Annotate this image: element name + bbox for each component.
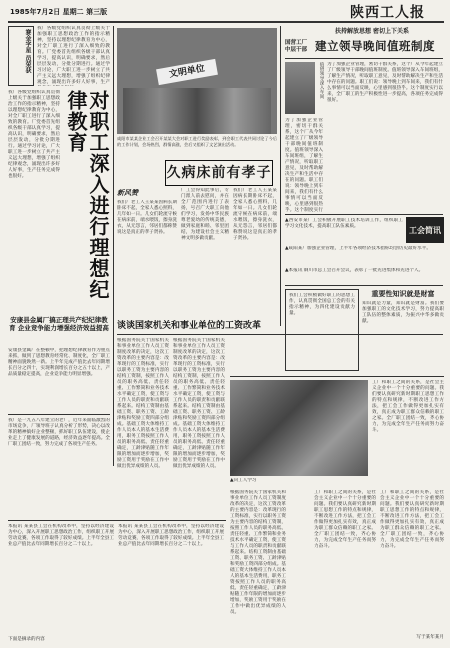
right-vertical-note: 值班领导深入车间 <box>319 62 324 99</box>
left-body-mid: 我厂各级党组织认真贯彻上级关于加强职工思想政治工作的指示精神，坚持以理想纪律教育为中心，对全厂职工进行了深入细致的教育。厂党委首先组织各级干部认真学习，提高认识，明确要求，然后层层发动，分批分期进行。通过学习讨论，广大职工进一步树立了共产主义远大理想，增强了组织纪律观念，涌现出许多好人好事，生产任务完成得也很好。 <box>8 90 60 179</box>
right-body-2: 为了加强企业管理，密切干群关系，这个厂从今年起建立了厂级领导干部晚间值班制度。值班领导深入车间班组，了解生产情况，听取职工意见，及时帮助解决生产和生活中存在的问题。职工们说：领导晚上到车间来，我们有什么事情可以当面反映，心里感到很热乎。这个制度实行 <box>285 118 323 212</box>
center-body-right: 我们厂老工人王某某因病长期卧床不起，全家人悉心照料，几年如一日。儿女们轮流守候在病床前，端水喂饭，擦身洗衣，从无怨言，邻居们都称赞说这是真正的孝子贤孙。 <box>233 188 277 241</box>
center-body-left: 我们厂老工人王某某因病长期卧床不起，全家人悉心照料，几年如一日。儿女们轮流守候在病床前，端水喂饭，擦身洗衣，从无怨言，邻居们都称赞说这是真正的孝子贤孙。 <box>117 200 177 235</box>
bottom-left-body-1: 本报讯 某某县工会在机构改革中，坚持以经济建设为中心，深入开展职工思想政治工作，组织职工开展劳动竞赛，各项工作取得了较好成绩。上半年全县工业总产值比去年同期增长百分之二十以上。 <box>8 524 114 547</box>
photo-sign: 文明单位 <box>156 59 218 85</box>
center-bottom-body-2: 根据国务院关于国家机关和事业单位工作人员工资制度改革的决定，这次工资改革的主要内容是：改革现行的工资标准，实行以职务工资为主要内容的结构工资制，按照工作人员的职务高低、责任轻重、工作繁简和业务技术水平确定工资，使工资与工作人员的职责和贡献联系起来。结构工资制由基础工资、职务工资、工龄津贴和奖励工资四部分组成。基础工资大体维持工作人员本人的基本生活费用，职务工资按照工作人员的职务高低、责任轻重确定，工龄津贴随工作年限的增加而逐步增加，奖励工资用于奖励在工作中做出优异成绩的人员。 <box>173 338 225 469</box>
right-portrait <box>285 62 315 114</box>
masthead-rule <box>8 21 444 23</box>
right-headline: 建立领导晚间值班制度 <box>315 39 435 53</box>
right-footer: 写于某年某月 <box>416 635 444 640</box>
col-divider-1 <box>113 26 114 466</box>
right-news-1: ▲西安市某厂工会积极开展职工技术培训工作，组织职工学习文化技术，提高职工队伍素质。 <box>285 218 403 229</box>
right-box-right-title: 重要性知识就是财富 <box>371 289 435 298</box>
right-bottom-body-2: 工厂和职工之间的关系，是社会主义企业中一个十分重要的问题。我们要认真研究新时期职工思想工作的特点和规律，不断改进工作方法，把工会工作做得更加扎实有效，真正成为职工群众信赖的职工之家。全厂职工团结一致，齐心协力，为完成全年生产任务而努力奋斗。 <box>380 490 444 549</box>
right-box-right <box>362 289 444 371</box>
right-bottom-body-1: 工厂和职工之间的关系，是社会主义企业中一个十分重要的问题。我们要认真研究新时期职工思想工作的特点和规律，不断改进工作方法，把工会工作做得更加扎实有效，真正成为职工群众信赖的职工之家。全厂职工团结一致，齐心协力，为完成全年生产任务而努力奋斗。 <box>314 490 376 549</box>
right-body: 为了加强企业管理，密切干群关系，这个厂从今年起建立了厂级领导干部晚间值班制度。值班领导深入车间班组，了解生产情况，听取职工意见，及时帮助解决生产和生活中存在的问题。职工们说：领导晚上到车间来，我们有什么事情可以当面反映，心里感到很热乎。这个制度实行以来，全厂职工的生产积极性进一步提高，各项任务完成得很好。 <box>327 62 443 103</box>
section-title <box>165 160 273 186</box>
date-line: 1985年7月2日 星期二 第三版 <box>10 8 108 16</box>
right-banner-text: 工会简讯 <box>409 225 441 235</box>
column-label: 新风赞 <box>117 188 138 197</box>
right-kicker: 扶持解放思想 密切上下关系 <box>334 28 410 35</box>
center-body-mid: 厂工会得知此事后，专门派人前去慰问，并在全厂范围内进行了表扬，号召广大职工向他们学习，发扬中华民族尊老爱幼的传统美德，做到家庭和睦、邻里团结，为建设社会主义精神文明多做贡献。 <box>181 188 229 241</box>
bottom-left-body-2: 本报讯 某某县工会在机构改革中，坚持以经济建设为中心，深入开展职工思想政治工作，组织职工开展劳动竞赛，各项工作取得了较好成绩。上半年全县工业总产值比去年同期增长百分之二十以上。 <box>118 524 224 547</box>
center-bottom-body-1: 根据国务院关于国家机关和事业单位工作人员工资制度改革的决定，这次工资改革的主要内容是：改革现行的工资标准，实行以职务工资为主要内容的结构工资制，按照工作人员的职务高低、责任轻重、工作繁简和业务技术水平确定工资，使工资与工作人员的职责和贡献联系起来。结构工资制由基础工资、职务工资、工龄津贴和奖励工资四部分组成。基础工资大体维持工作人员本人的基本生活费用，职务工资按照工作人员的职务高低、责任轻重确定，工龄津贴随工作年限的增加而逐步增加，奖励工资用于奖励在工作中做出优异成绩的人员。 <box>117 338 169 469</box>
right-pre-headline: 国营工厂 中层干部 <box>285 40 308 53</box>
center-photo <box>117 28 277 134</box>
center-bottom-headline: 谈谈国家机关和事业单位的工资改革 <box>117 321 262 331</box>
right-lower-side: 工厂和职工之间的关系，是社会主义企业中一个十分重要的问题。我们要认真研究新时期职工思想工作的特点和规律，不断改进工作方法，把工会工作做得更加扎实有效，真正成为职工群众信赖的职工之家。全厂职工团结一致，齐心协力，为完成全年生产任务而努力奋斗。 <box>372 380 444 433</box>
right-mid-rule <box>285 214 443 215</box>
right-banner <box>406 217 444 243</box>
bottom-left-rule <box>8 520 226 521</box>
center-bottom-body-3: 根据国务院关于国家机关和事业单位工作人员工资制度改革的决定，这次工资改革的主要内容是：改革现行的工资标准，实行以职务工资为主要内容的结构工资制，按照工作人员的职务高低、责任轻重、工作繁简和业务技术水平确定工资，使工资与工作人员的职责和贡献联系起来。结构工资制由基础工资、职务工资、工龄津贴和奖励工资四部分组成。基础工资大体维持工作人员本人的基本生活费用，职务工资按照工作人员的职务高低、责任轻重确定，工龄津贴随工作年限的增加而逐步增加，奖励工资用于奖励在工作中做出优异成绩的人员。 <box>230 490 286 615</box>
right-lower-rule <box>285 285 443 286</box>
right-box-left-text: 我们工会积极做好职工的思想工作，认真贯彻全国总工会的有关指示精神，为四化建设贡献力量。 <box>289 293 355 316</box>
center-bottom-rule <box>117 334 443 335</box>
left-subheadline: 安康县金属厂搞正理共产纪纪律教育 企业竞争能力增强经济效益提高 <box>9 316 109 332</box>
left-body-top: 我厂各级党组织认真贯彻上级关于加强职工思想政治工作的指示精神，坚持以理想纪律教育为中心，对全厂职工进行了深入细致的教育。厂党委首先组织各级干部认真学习，提高认识，明确要求，然后层层发动，分批分期进行。通过学习讨论，广大职工进一步树立了共产主义远大理想，增强了组织纪律观念，涌现出许多好人好事，生产 <box>37 26 110 85</box>
right-lower-photo <box>230 380 368 476</box>
left-article <box>8 26 110 410</box>
masthead <box>0 0 450 22</box>
center-vertical-banner <box>290 490 310 640</box>
left-headline: 对职工深入进行理想纪律教育 <box>64 90 110 300</box>
right-news-3: ▲本报讯 铜川市总工会召开会议，表彰了一批先进集体和先进个人。 <box>285 268 424 273</box>
right-head-rule <box>285 58 443 59</box>
photo-people <box>123 88 271 134</box>
right-box-rule <box>230 376 444 377</box>
right-news-2: ▲咸阳某厂加强企业管理，上半年各项经济技术指标均创历史最好水平。 <box>285 246 431 251</box>
photo-caption: 咸阳市某某企业工会召开某某大会对职工进行奖励表彰，到会职工代表共同讨论了今后的工作计划，会场热烈，群情高涨，会后又组织了文艺演出活动。 <box>117 136 277 147</box>
left-lower-rule <box>8 414 110 415</box>
col-divider-2 <box>280 26 281 326</box>
left-body-bottom: 安康县金属厂在整顿中，把理想纪律教育作为重点来抓，做到了思想教育经常化、制度化，全厂职工精神面貌焕然一新。上半年完成产值比去年同期增长百分之四十，实现利润增长百分之五十以上，产品质量稳定提高，企业竞争能力明显增强。 <box>8 348 110 377</box>
paper-name: 陕西工人报 <box>350 5 425 21</box>
right-box-right-body: 知识就是力量，知识就是财富。我们要加强职工的文化技术学习，努力提高职工队伍的整体素质，为振兴中华多做贡献。 <box>362 301 444 324</box>
section-title-text: 久病床前有孝子 <box>166 165 272 181</box>
left-lower-body: 我厂是一九五八年建立的老厂，近年来面临激烈的市场竞争，厂领导班子认真分析了形势，决心以改革的精神搞好企业整顿，抓好职工队伍建设，使企业走上了健康发展的道路，经济效益逐年提高。全厂职工团结一致，努力完成了各项生产任务。 <box>8 418 110 447</box>
left-footer: 下面是摘录的内容 <box>8 637 45 642</box>
right-lower-caption: ▲向工人学习 <box>230 478 257 483</box>
award-label: 赛金字星 员荣获 <box>8 26 34 86</box>
